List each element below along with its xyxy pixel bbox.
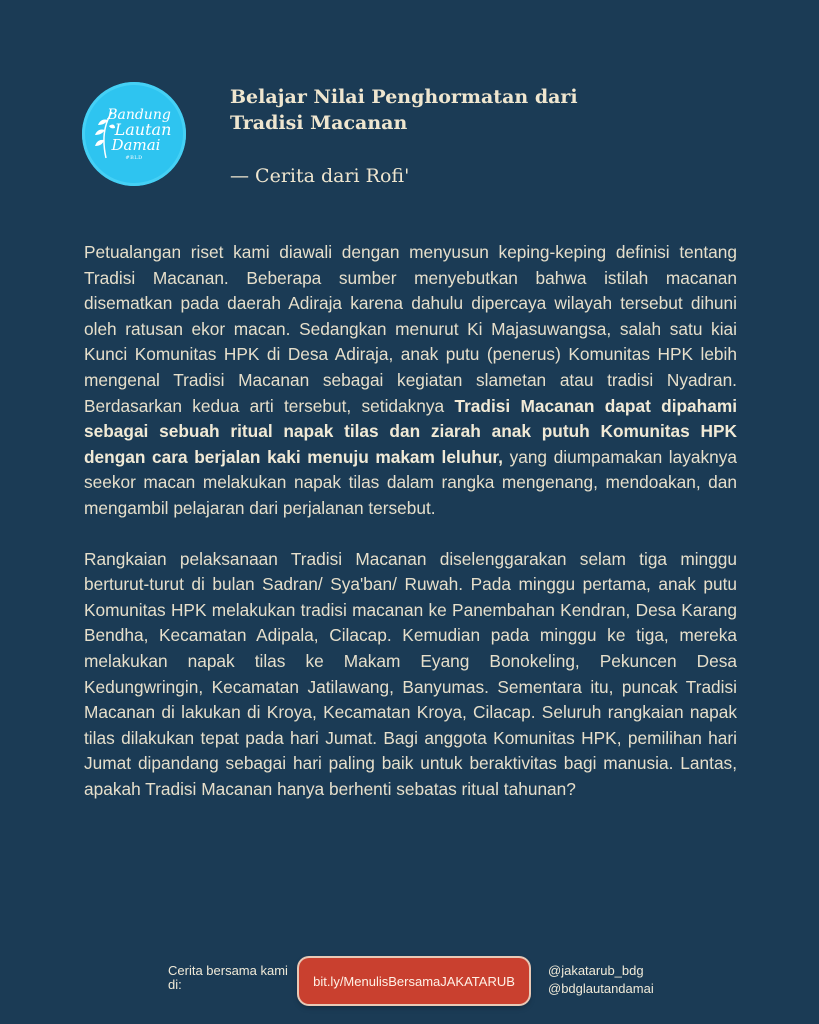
article-paragraph-1 [84, 240, 737, 522]
page-title: Belajar Nilai Penghormatan dari Tradisi Macanan [230, 86, 578, 134]
leaf-branch-icon [94, 110, 116, 160]
logo-tagline: #BLD [125, 154, 143, 161]
article-body [84, 240, 737, 827]
footer-label: Cerita bersama kami di: [168, 963, 288, 992]
logo-line-damai: Damai [111, 135, 161, 154]
social-handle-bdglautandamai[interactable]: @bdglautandamai [548, 981, 654, 996]
bandung-lautan-damai-logo [82, 82, 186, 186]
social-handle-jakatarub[interactable]: @jakatarub_bdg [548, 963, 644, 978]
social-handles [548, 962, 654, 998]
article-paragraph-2: Rangkaian pelaksanaan Tradisi Macanan diselenggarakan selam tiga minggu berturut-turut di bulan Sadran/ Sya'ban/ Ruwah. Pada minggu pertama, anak putu Komunitas HPK melakukan tradisi macanan ke Panembahan Kendran, Desa Karang Bendha, Kecamatan Adipala, Cilacap. Kemudian pada minggu ke tiga, mereka melakukan napak tilas ke Makam Eyang Bonokeling, Pekuncen Desa Kedungwringin, Kecamatan Jatilawang, Banyumas. Sementara itu, puncak Tradisi Macanan di lakukan di Kroya, Kecamatan Kroya, Cilacap. Seluruh rangkaian napak tilas dilakukan tepat pada hari Jumat. Bagi anggota Komunitas HPK, pemilihan hari Jumat dipandang sebagai hari paling baik untuk beraktivitas bagi manusia. Lantas, apakah Tradisi Macanan hanya berhenti sebatas ritual tahunan? [84, 548, 737, 799]
paragraph-1-text-end: yang diumpamakan layaknya seekor macan melakukan napak tilas dalam rangka mengenang, mendoakan, dan mengambil pelajaran dari perjalanan tersebut. [84, 446, 737, 518]
writing-link-button[interactable]: bit.ly/MenulisBersamaJAKATARUB [299, 958, 529, 1004]
paragraph-1-bold-text: Tradisi Macanan dapat dipahami sebagai sebuah ritual napak tilas dan ziarah anak putuh Komunitas HPK dengan cara berjalan kaki menuju makam leluhur, [84, 395, 737, 467]
logo-line-lautan: Lautan [114, 119, 172, 139]
paragraph-1-text-start: Petualangan riset kami diawali dengan menyusun keping-keping definisi tentang Tradisi Macanan. Beberapa sumber menyebutkan bahwa istilah macanan disematkan pada daerah Adiraja karena dahulu dipercaya wilayah tersebut dihuni oleh ratusan ekor macan. Sedangkan menurut Ki Majasuwangsa, salah satu kiai Kunci Komunitas HPK di Desa Adiraja, anak putu (penerus) Komunitas HPK lebih mengenal Tradisi Macanan sebagai kegiatan slametan atau tradisi Nyadran. Berdasarkan kedua arti tersebut, setidaknya [84, 242, 737, 416]
page-subtitle: — Cerita dari Rofi' [230, 165, 410, 187]
logo-line-bandung: Bandung [107, 106, 171, 123]
